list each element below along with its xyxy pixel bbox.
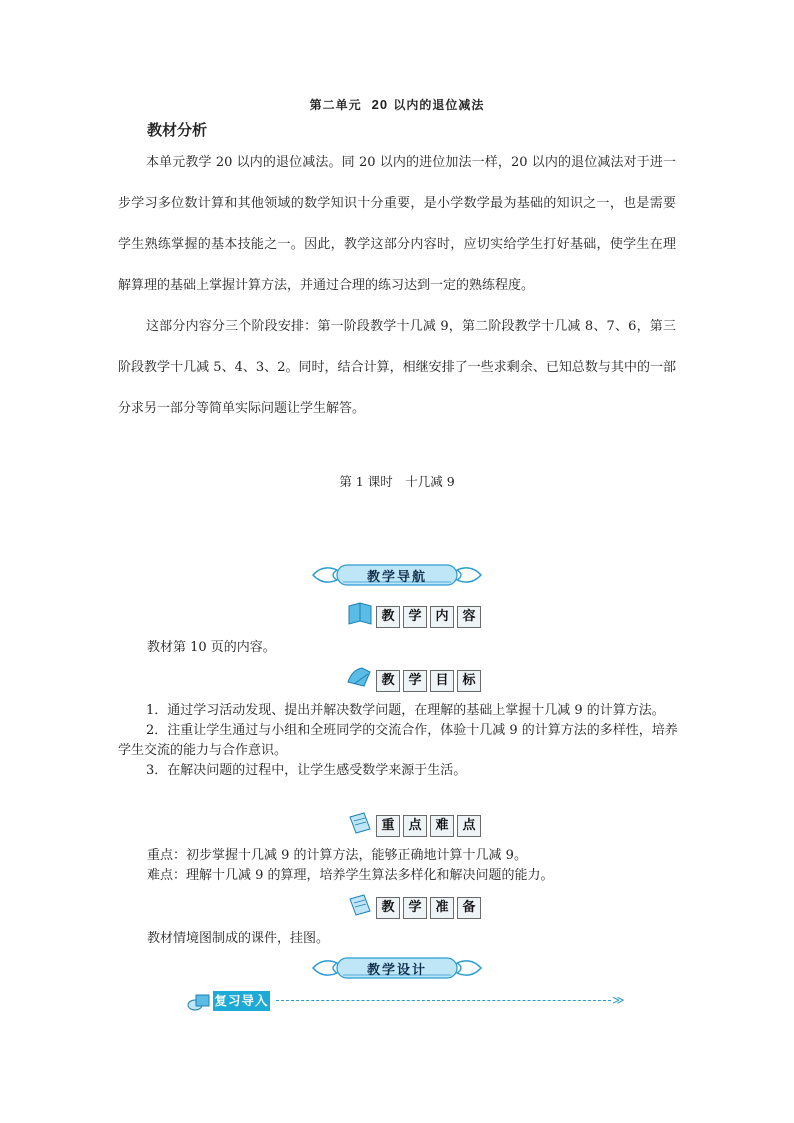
topic-label: 以内的退位减法 [393,98,485,112]
section-char: 点 [403,815,427,837]
section-char: 容 [457,606,481,628]
review-label: 复习导入 [213,991,270,1011]
topic-number: 20 [371,97,389,112]
section-char: 教 [376,670,400,692]
analysis-heading: 教材分析 [147,121,208,139]
section-char: 教 [376,606,400,628]
analysis-paragraph-2 [118,306,676,429]
review-intro-header [186,991,646,1011]
list-item: 1．通过学习活动发现、提出并解决数学问题，在理解的基础上掌握十几减 9 的计算方法。 [146,703,665,718]
section-char: 点 [457,815,481,837]
target-icon [346,664,374,692]
section-char: 难 [430,815,454,837]
key-difficult-text: 难点：理解十几减 9 的算理，培养学生算法多样化和解决问题的能力。 [147,868,554,883]
notebook-icon [346,809,374,837]
section-key-points [346,815,486,837]
paragraph-text: 这部分内容分三个阶段安排：第一阶段教学十几减 9，第二阶段教学十几减 8、7、6，第三阶段教学十几减 5、4、3、2。同时，结合计算，相继安排了一些求剩余、已知总数与其中的一部分求另一部分等简单实际问题让学生解答。 [118,319,676,416]
dashed-divider [276,1000,611,1001]
analysis-paragraph-1 [118,142,676,306]
book-icon [346,600,374,628]
goals-list [118,701,678,781]
section-char: 学 [403,897,427,919]
section-teaching-goals [346,670,486,692]
double-chevron-icon: ≫ [612,993,625,1007]
lesson-title: 第 1 课时 十几减 9 [339,474,455,489]
section-char: 备 [457,897,481,919]
notebook-icon [346,891,374,919]
section-char: 教 [376,897,400,919]
page-header [0,96,794,113]
section-char: 学 [403,606,427,628]
section-char: 目 [430,670,454,692]
unit-label: 第二单元 [309,98,362,112]
section-char: 标 [457,670,481,692]
section-teaching-content [346,606,486,628]
section-char: 内 [430,606,454,628]
prep-text: 教材情境图制成的课件，挂图。 [147,931,330,946]
banner-teaching-design [0,955,794,981]
content-text: 教材第 10 页的内容。 [147,640,276,655]
banner-label: 教学导航 [366,570,427,585]
section-char: 准 [430,897,454,919]
stack-icon [186,991,212,1013]
list-item: 3．在解决问题的过程中，让学生感受数学来源于生活。 [146,763,467,778]
section-char: 重 [376,815,400,837]
section-char: 学 [403,670,427,692]
key-important-text: 重点：初步掌握十几减 9 的计算方法，能够正确地计算十几减 9。 [147,848,527,863]
list-item: 2．注重让学生通过与小组和全班同学的交流合作，体验十几减 9 的计算方法的多样性，培养学生交流的能力与合作意识。 [118,723,678,758]
paragraph-text: 本单元教学 20 以内的退位减法。同 20 以内的进位加法一样，20 以内的退位减法对于进一步学习多位数计算和其他领域的数学知识十分重要，是小学数学最为基础的知识之一，也是需要学生熟练掌握的基本技能之一。因此，教学这部分内容时，应切实给学生打好基础，使学生在理解算理的基础上掌握计算方法，并通过合理的练习达到一定的熟练程度。 [118,155,676,293]
section-teaching-prep [346,897,486,919]
banner-teaching-guide [0,562,794,588]
banner-label: 教学设计 [366,963,427,978]
